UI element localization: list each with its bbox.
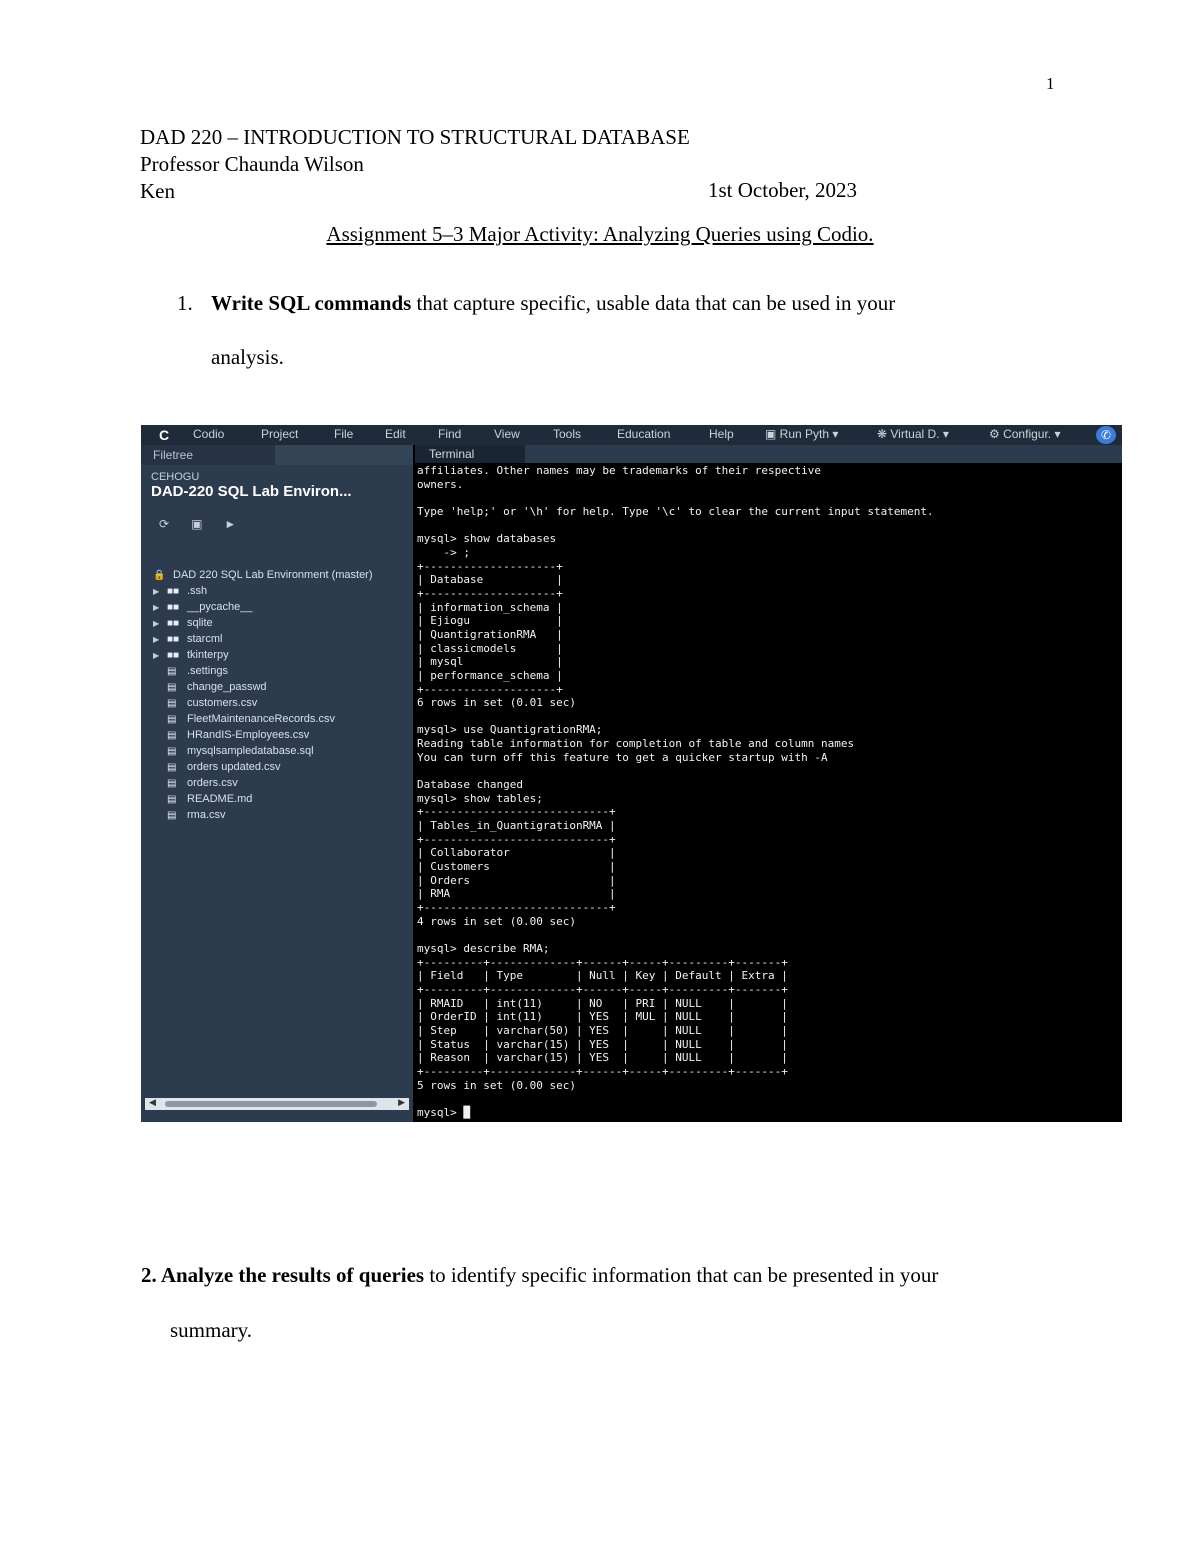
menu-file[interactable]: File — [334, 427, 354, 441]
terminal-line: +--------------------+ — [417, 559, 563, 573]
terminal-line: | Orders | — [417, 873, 616, 887]
terminal-line: | information_schema | — [417, 600, 563, 614]
folder-icon: ■■ — [167, 586, 180, 597]
file-item[interactable] — [153, 759, 373, 775]
menu-view[interactable]: View — [494, 427, 520, 441]
horizontal-scrollbar[interactable] — [145, 1098, 409, 1110]
terminal-line: mysql> describe RMA; — [417, 941, 550, 955]
file-label: mysqlsampledatabase.sql — [187, 745, 314, 757]
terminal-line: | OrderID | int(11) | YES | MUL | NULL | | — [417, 1010, 788, 1024]
tree-root-label: DAD 220 SQL Lab Environment (master) — [173, 569, 373, 581]
scroll-thumb[interactable] — [165, 1101, 377, 1107]
menu-project[interactable]: Project — [261, 427, 299, 441]
terminal-line: | classicmodels | — [417, 641, 563, 655]
tab-terminal[interactable]: Terminal — [415, 445, 525, 463]
file-item[interactable] — [153, 743, 373, 759]
terminal-line: | Collaborator | — [417, 846, 616, 860]
item-1-bold: Write SQL commands — [211, 291, 412, 315]
terminal-line: +--------------------+ — [417, 682, 563, 696]
terminal-line: | QuantigrationRMA | — [417, 627, 563, 641]
terminal-line: | Tables_in_QuantigrationRMA | — [417, 819, 616, 833]
folder-label: sqlite — [187, 617, 213, 629]
course-title: DAD 220 – INTRODUCTION TO STRUCTURAL DATABASE — [140, 125, 690, 149]
file-label: orders.csv — [187, 777, 238, 789]
gear-icon: ❋ — [877, 427, 891, 441]
file-item[interactable] — [153, 791, 373, 807]
terminal-line — [417, 519, 1117, 533]
file-icon: ▤ — [167, 810, 177, 821]
settings-icon: ⚙ — [989, 427, 1004, 441]
config-button-label: Configur. — [1003, 427, 1052, 441]
terminal-line: +---------+-------------+------+-----+---------+-------+ — [417, 1064, 788, 1078]
project-owner: CEHOGU — [151, 471, 200, 483]
terminal-line: mysql> show databases — [417, 532, 557, 546]
caret-right-icon: ▶ — [153, 651, 160, 660]
terminal-line: | Customers | — [417, 860, 616, 874]
run-button-label: Run Pyth — [779, 427, 830, 441]
terminal-line: 5 rows in set (0.00 sec) — [417, 1078, 576, 1092]
terminal-line: | mysql | — [417, 655, 563, 669]
menu-codio[interactable]: Codio — [193, 427, 225, 441]
terminal-line: | Database | — [417, 573, 563, 587]
item-1-number: 1. — [177, 291, 193, 315]
terminal-line: | performance_schema | — [417, 668, 563, 682]
terminal-line: mysql> █ — [417, 1105, 470, 1119]
terminal-line: | Field | Type | Null | Key | Default | Extra | — [417, 969, 788, 983]
item-1-text — [211, 291, 895, 316]
file-item[interactable] — [153, 711, 373, 727]
virtual-button[interactable]: ❋ Virtual D. ▾ — [877, 427, 949, 441]
file-item[interactable] — [153, 679, 373, 695]
terminal-line: | Reason | varchar(15) | YES | | NULL | | — [417, 1051, 788, 1065]
virtual-button-label: Virtual D. — [890, 427, 940, 441]
terminal-line — [417, 1092, 1117, 1106]
file-icon: ▤ — [167, 762, 177, 773]
run-button[interactable]: ▣ Run Pyth ▾ — [765, 427, 839, 441]
terminal-line: owners. — [417, 477, 464, 491]
terminal-line: Reading table information for completion of table and column names — [417, 737, 855, 751]
file-item[interactable] — [153, 807, 373, 823]
file-icon: ▤ — [167, 714, 177, 725]
terminal-line: mysql> use QuantigrationRMA; — [417, 723, 603, 737]
caret-right-icon: ▶ — [153, 619, 160, 628]
terminal-line — [417, 928, 1117, 942]
terminal-line: | RMA | — [417, 887, 616, 901]
terminal-line: +---------+-------------+------+-----+---------+-------+ — [417, 982, 788, 996]
folder-item[interactable] — [153, 599, 373, 615]
run-icon: ▣ — [765, 427, 780, 441]
file-item[interactable] — [153, 727, 373, 743]
codio-screenshot — [141, 425, 1122, 1122]
page-number: 1 — [1046, 74, 1055, 93]
file-icon: ▤ — [167, 698, 177, 709]
item-2-continued: summary. — [170, 1318, 253, 1342]
file-icon: ▤ — [167, 778, 177, 789]
terminal-line: | Status | varchar(15) | YES | | NULL | | — [417, 1037, 788, 1051]
file-icon: ▤ — [167, 682, 177, 693]
folder-icon: ■■ — [167, 602, 180, 613]
terminal-line: +---------+-------------+------+-----+---------+-------+ — [417, 955, 788, 969]
terminal-line: | Ejiogu | — [417, 614, 563, 628]
folder-label: __pycache__ — [187, 601, 253, 613]
terminal-line: You can turn off this feature to get a quicker startup with -A — [417, 750, 828, 764]
phone-icon[interactable]: ✆ — [1096, 426, 1116, 444]
terminal-line: Database changed — [417, 778, 523, 792]
folder-item[interactable] — [153, 631, 373, 647]
menu-find[interactable]: Find — [438, 427, 462, 441]
menu-bar — [141, 425, 1122, 445]
folder-item[interactable] — [153, 615, 373, 631]
terminal-line: 6 rows in set (0.01 sec) — [417, 696, 576, 710]
professor-name: Professor Chaunda Wilson — [140, 152, 364, 176]
terminal-output[interactable] — [417, 464, 1117, 1122]
terminal-line: +----------------------------+ — [417, 805, 616, 819]
file-label: FleetMaintenanceRecords.csv — [187, 713, 335, 725]
menu-help[interactable]: Help — [709, 427, 734, 441]
item-2-text — [141, 1263, 938, 1288]
item-2-rest: to identify specific information that can be presented in your — [424, 1263, 939, 1287]
terminal-line: affiliates. Other names may be trademarks of their respective — [417, 464, 821, 477]
caret-right-icon: ▶ — [153, 603, 160, 612]
terminal-line: -> ; — [417, 545, 470, 559]
menu-tools[interactable]: Tools — [553, 427, 582, 441]
file-label: rma.csv — [187, 809, 226, 821]
submission-date: 1st October, 2023 — [708, 178, 858, 202]
caret-right-icon: ▶ — [153, 635, 160, 644]
folder-item[interactable] — [153, 583, 373, 599]
folder-item[interactable] — [153, 647, 373, 663]
scroll-left-icon[interactable]: ◀ — [149, 1097, 156, 1107]
terminal-line: | RMAID | int(11) | NO | PRI | NULL | | — [417, 996, 788, 1010]
terminal-line: Type 'help;' or '\h' for help. Type '\c' to clear the current input statement. — [417, 504, 934, 518]
menu-education[interactable]: Education — [617, 427, 671, 441]
caret-right-icon: ▶ — [153, 587, 160, 596]
item-1-rest: that capture specific, usable data that can be used in your — [411, 291, 896, 315]
menu-edit[interactable]: Edit — [385, 427, 406, 441]
config-button[interactable]: ⚙ Configur. ▾ — [989, 427, 1061, 441]
file-label: orders updated.csv — [187, 761, 281, 773]
file-label: change_passwd — [187, 681, 267, 693]
folder-label: tkinterpy — [187, 649, 229, 661]
codio-logo-icon: C — [159, 427, 170, 443]
assignment-title: Assignment 5–3 Major Activity: Analyzing Queries using Codio. — [326, 222, 874, 246]
file-item[interactable] — [153, 775, 373, 791]
folder-icon: ■■ — [167, 618, 180, 629]
terminal-line — [417, 710, 1117, 724]
file-label: .settings — [187, 665, 228, 677]
sidebar-toolbar — [159, 517, 258, 531]
file-item[interactable] — [153, 663, 373, 679]
file-tree-panel — [141, 445, 413, 1122]
folder-label: starcml — [187, 633, 223, 645]
lock-icon: 🔒 — [153, 570, 166, 581]
scroll-right-icon[interactable]: ▶ — [398, 1097, 405, 1107]
terminal-line: 4 rows in set (0.00 sec) — [417, 914, 576, 928]
file-icon: ▤ — [167, 794, 177, 805]
folder-label: .ssh — [187, 585, 208, 597]
terminal-line: +----------------------------+ — [417, 901, 616, 914]
terminal-line — [417, 491, 1117, 505]
student-name: Ken — [140, 179, 175, 203]
terminal-line — [417, 764, 1117, 778]
file-item[interactable] — [153, 695, 373, 711]
terminal-icon[interactable]: ▣ — [191, 517, 203, 531]
item-2-bold: 2. Analyze the results of queries — [141, 1263, 425, 1287]
play-icon[interactable]: ► — [224, 517, 237, 531]
project-title: DAD-220 SQL Lab Environ... — [151, 483, 352, 500]
terminal-line: +----------------------------+ — [417, 832, 616, 846]
folder-icon: ■■ — [167, 650, 180, 661]
sidebar-tabbar — [141, 445, 413, 465]
terminal-tabbar — [415, 445, 1122, 463]
file-label: README.md — [187, 793, 253, 805]
refresh-icon[interactable]: ⟳ — [159, 517, 170, 531]
file-label: customers.csv — [187, 697, 258, 709]
tree-root[interactable] — [153, 567, 373, 583]
folder-icon: ■■ — [167, 634, 180, 645]
file-icon: ▤ — [167, 666, 177, 677]
terminal-line: +--------------------+ — [417, 586, 563, 600]
file-tree — [153, 567, 373, 823]
file-icon: ▤ — [167, 746, 177, 757]
item-1-continued: analysis. — [211, 345, 284, 369]
file-label: HRandIS-Employees.csv — [187, 729, 310, 741]
terminal-line: mysql> show tables; — [417, 791, 543, 805]
terminal-line: | Step | varchar(50) | YES | | NULL | | — [417, 1023, 788, 1037]
tab-filetree[interactable]: Filetree — [141, 445, 275, 465]
file-icon: ▤ — [167, 730, 177, 741]
